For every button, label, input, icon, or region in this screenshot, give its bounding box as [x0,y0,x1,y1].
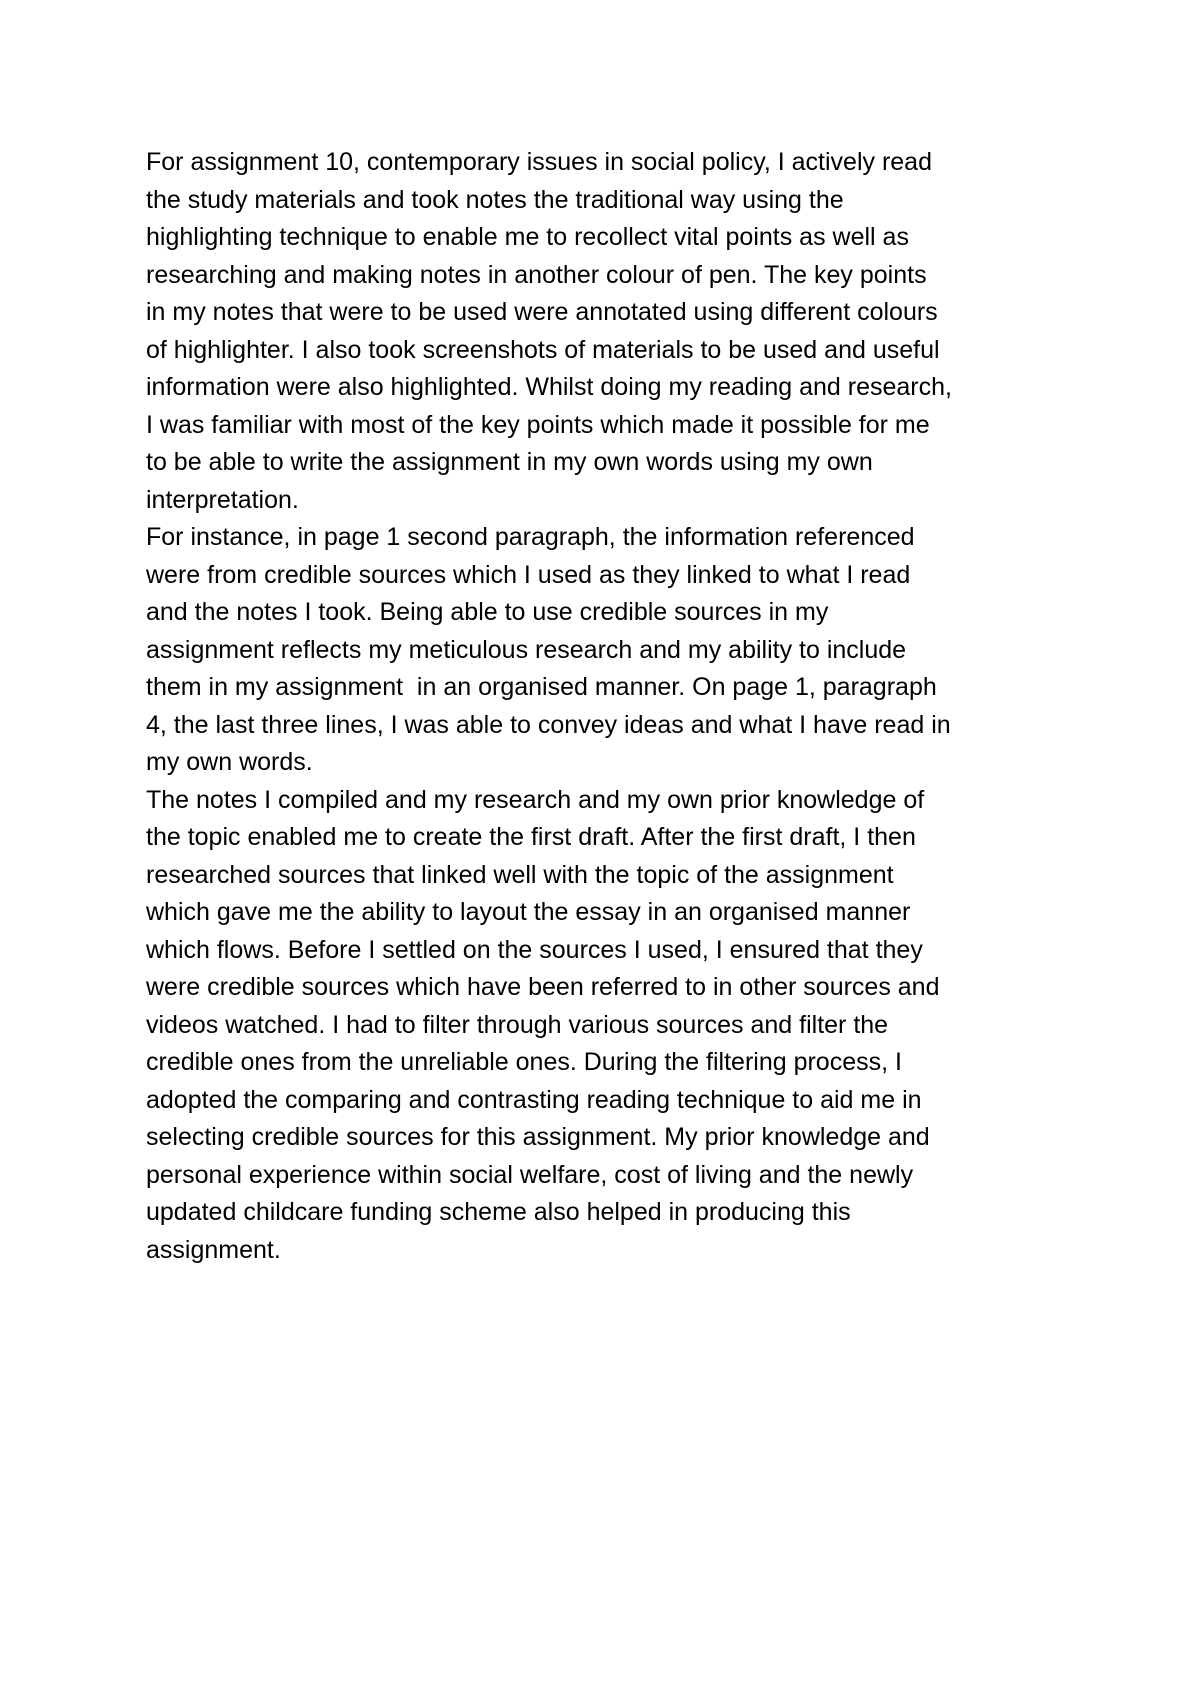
paragraph-line: my own words. [146,748,313,776]
paragraph-line: which flows. Before I settled on the sources I used, I ensured that they [146,935,923,964]
paragraph-line: which gave me the ability to layout the essay in an organised manner [146,898,911,926]
paragraph-line: adopted the comparing and contrasting reading technique to aid me in [146,1085,922,1114]
paragraph-line: highlighting technique to enable me to recollect vital points as well as [146,223,909,251]
paragraph-line: interpretation. [146,485,299,514]
paragraph-line: information were also highlighted. Whilst doing my reading and research, [146,373,952,401]
paragraph-2 [146,519,1086,782]
paragraph-1 [146,144,1086,519]
paragraph-line: the study materials and took notes the traditional way using the [146,185,844,214]
paragraph-3 [146,782,1086,1270]
document-body [146,144,1086,1269]
paragraph-line: I was familiar with most of the key points which made it possible for me [146,410,930,439]
paragraph-line: For instance, in page 1 second paragraph, the information referenced [146,523,915,551]
paragraph-line: researching and making notes in another colour of pen. The key points [146,260,927,289]
paragraph-line: were credible sources which have been referred to in other sources and [146,973,940,1001]
paragraph-line: in my notes that were to be used were annotated using different colours [146,298,938,326]
paragraph-line: of highlighter. I also took screenshots of materials to be used and useful [146,335,940,364]
paragraph-line: 4, the last three lines, I was able to convey ideas and what I have read in [146,710,951,739]
paragraph-line: credible ones from the unreliable ones. During the filtering process, I [146,1048,902,1076]
paragraph-line: For assignment 10, contemporary issues in social policy, I actively read [146,148,932,176]
paragraph-line: to be able to write the assignment in my own words using my own [146,448,873,476]
paragraph-line: and the notes I took. Being able to use credible sources in my [146,598,829,626]
paragraph-line: were from credible sources which I used as they linked to what I read [146,560,911,589]
paragraph-line: videos watched. I had to filter through various sources and filter the [146,1010,889,1039]
paragraph-line: assignment. [146,1235,281,1264]
paragraph-line: them in my assignment in an organised manner. On page 1, paragraph [146,673,937,701]
paragraph-line: The notes I compiled and my research and my own prior knowledge of [146,785,925,814]
paragraph-line: the topic enabled me to create the first draft. After the first draft, I then [146,823,916,851]
paragraph-line: updated childcare funding scheme also helped in producing this [146,1198,851,1226]
paragraph-line: personal experience within social welfare, cost of living and the newly [146,1160,914,1189]
paragraph-line: researched sources that linked well with the topic of the assignment [146,860,894,889]
paragraph-line: assignment reflects my meticulous research and my ability to include [146,635,907,664]
paragraph-line: selecting credible sources for this assignment. My prior knowledge and [146,1123,930,1151]
